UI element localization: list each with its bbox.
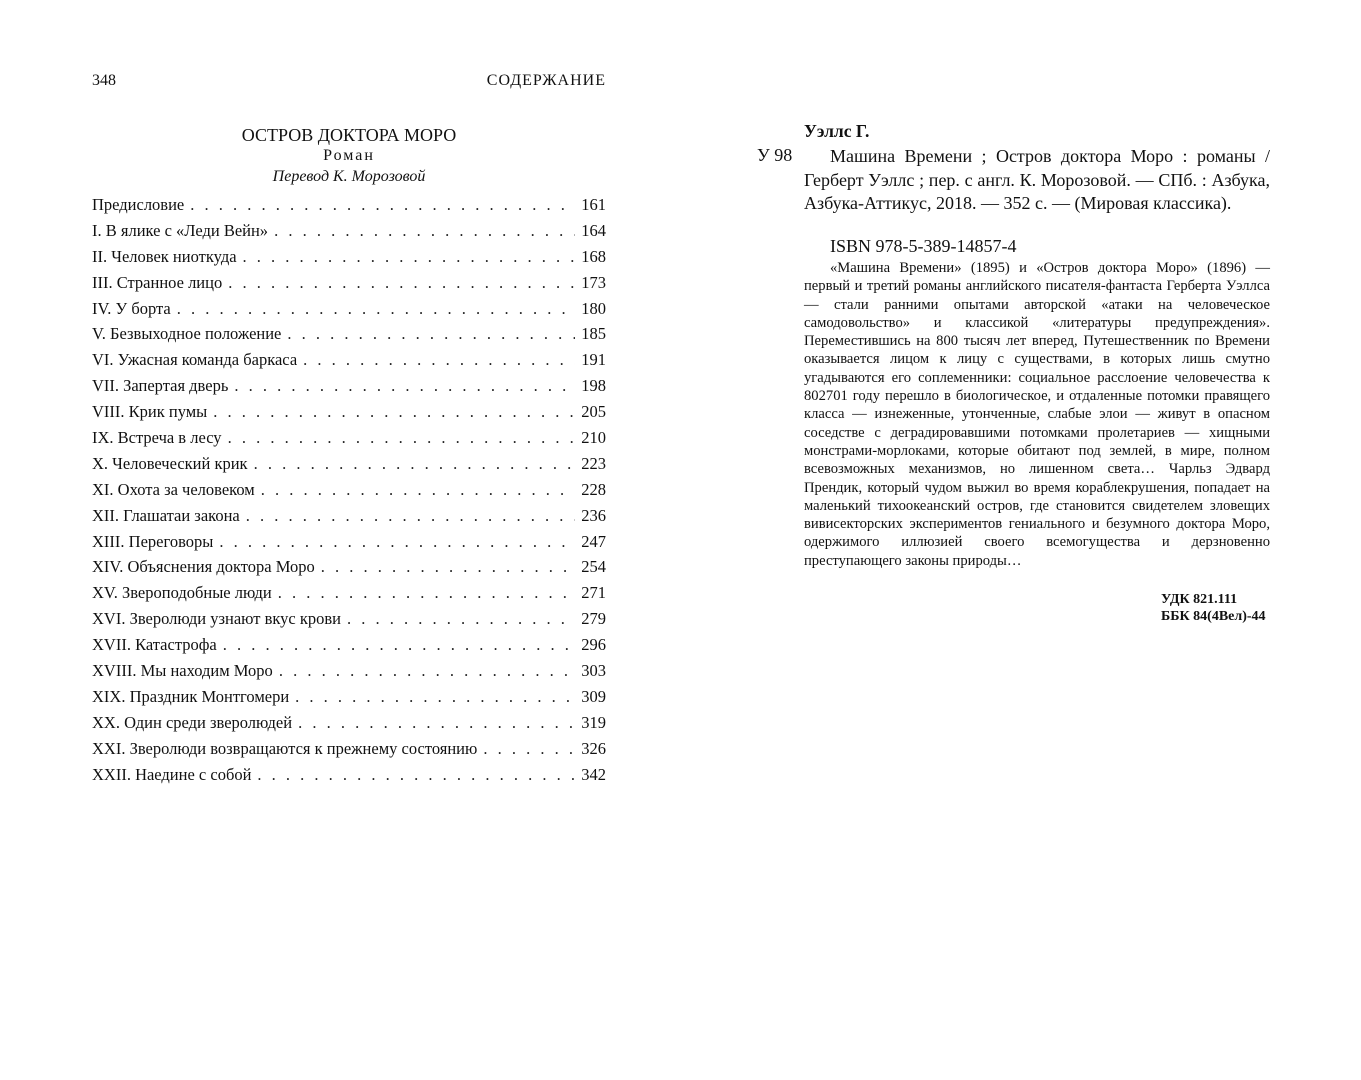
toc-entry [92, 270, 606, 296]
toc-leader-dots [228, 270, 575, 296]
toc-entry-page: 228 [581, 479, 606, 499]
book-abstract: «Машина Времени» (1895) и «Остров доктора Моро» (1896) — первый и третий романы английского писателя-фантаста Герберта Уэллса — стали ранними опытами авторской «атаки на человеческое самодовольство» и классикой «литературы предупреждения». Переместившись на 800 тысяч лет вперед, Путешественник по Времени оказывается лицом к лицу с существами, в которых лишь смутно угадываются его соплеменники: социальное расслоение человечества к 802701 году перешло в биологическое, и отдаленные потомки правящего класса — изнеженные, утонченные, слабые элои — живут в опасном соседстве с деградировавшими потомками пролетариев — хищными монстрами-морлоками, которые обитают под землей, в мире, полном всевозможных механизмов, но лишенном света… Чарльз Эдвард Прендик, который чудом выжил во время кораблекрушения, попадает на маленький тихоокеанский остров, где становится свидетелем зловещих вивисекторских экспериментов гениального и безумного доктора Моро, одержимого иллюзией своего всемогущества и дерзновенно преступающего законы природы… [804, 260, 1270, 569]
toc-entry [92, 554, 606, 580]
section-title: ОСТРОВ ДОКТОРА МОРО [241, 125, 457, 145]
toc-entry [92, 244, 606, 270]
toc-leader-dots [243, 244, 576, 270]
toc-leader-dots [287, 321, 575, 347]
toc-entry-page: 173 [581, 272, 606, 292]
toc-leader-dots [321, 554, 576, 580]
toc-entry [92, 296, 606, 322]
toc-entry-page: 319 [581, 712, 606, 732]
toc-entry-title: I. В ялике с «Леди Вейн» [92, 220, 269, 240]
toc-entry-page: 180 [581, 298, 606, 318]
toc-leader-dots [257, 762, 575, 788]
toc-entry [92, 321, 606, 347]
toc-leader-dots [274, 218, 575, 244]
toc-entry-title: XI. Охота за человеком [92, 479, 255, 499]
toc-leader-dots [177, 296, 575, 322]
toc-entry-page: 205 [581, 402, 606, 422]
classification-codes [1161, 591, 1266, 625]
toc-entry-title: XIX. Праздник Монтгомери [92, 686, 290, 706]
translator-credit: Перевод К. Морозовой [272, 168, 426, 185]
running-head-title: СОДЕРЖАНИЕ [486, 72, 606, 89]
toc-leader-dots [190, 192, 575, 218]
toc-entry-page: 236 [581, 505, 606, 525]
toc-entry [92, 762, 606, 788]
toc-entry [92, 425, 606, 451]
toc-entry-title: IV. У борта [92, 298, 171, 318]
toc-entry-title: VIII. Крик пумы [92, 402, 208, 422]
toc-entry-title: V. Безвыходное положение [92, 324, 282, 344]
toc-entry-page: 303 [581, 661, 606, 681]
toc-entry [92, 192, 606, 218]
toc-entry-title: II. Человек ниоткуда [92, 246, 237, 266]
toc-leader-dots [228, 425, 576, 451]
toc-entry [92, 373, 606, 399]
toc-entry [92, 658, 606, 684]
toc-leader-dots [219, 529, 575, 555]
toc-entry [92, 451, 606, 477]
toc-entry [92, 632, 606, 658]
toc-entry-page: 185 [581, 324, 606, 344]
toc-entry-page: 279 [581, 609, 606, 629]
toc-entry [92, 580, 606, 606]
bbk-code: ББК 84(4Вел)-44 [1161, 609, 1266, 624]
toc-leader-dots [246, 503, 576, 529]
toc-entry [92, 529, 606, 555]
toc-entry-title: X. Человеческий крик [92, 453, 248, 473]
page-number: 348 [92, 72, 116, 89]
toc-entry-title: VII. Запертая дверь [92, 376, 229, 396]
toc-entry-title: IX. Встреча в лесу [92, 428, 222, 448]
toc-entry [92, 710, 606, 736]
toc-leader-dots [347, 606, 575, 632]
toc-entry-page: 254 [581, 557, 606, 577]
toc-leader-dots [278, 580, 576, 606]
toc-entry-page: 309 [581, 686, 606, 706]
toc-entry-title: III. Странное лицо [92, 272, 223, 292]
toc-entry-page: 191 [581, 350, 606, 370]
toc-entry-title: XVII. Катастрофа [92, 635, 217, 655]
toc-entry [92, 477, 606, 503]
udk-code: УДК 821.111 [1161, 592, 1238, 607]
toc-entry-title: XXI. Зверолюди возвращаются к прежнему состоянию [92, 738, 478, 758]
toc-heading [92, 124, 606, 188]
toc-entry-title: XV. Звероподобные люди [92, 583, 272, 603]
toc-leader-dots [298, 710, 575, 736]
catalog-author: Уэллс Г. [804, 121, 870, 141]
toc-leader-dots [261, 477, 576, 503]
toc-entry [92, 736, 606, 762]
bibliographic-record: Машина Времени ; Остров доктора Моро : романы / Герберт Уэллс ; пер. с англ. К. Морозовой. — СПб. : Азбука, Азбука-Аттикус, 2018. — 352 с. — (Мировая классика). [804, 146, 1270, 213]
toc-entry-title: VI. Ужасная команда баркаса [92, 350, 298, 370]
toc-entry-page: 326 [581, 738, 606, 758]
toc-leader-dots [483, 736, 575, 762]
catalog-code: У 98 [757, 145, 793, 165]
toc-entry-title: XVI. Зверолюди узнают вкус крови [92, 609, 341, 629]
toc-entry-title: XXII. Наедине с собой [92, 764, 252, 784]
toc-entry [92, 606, 606, 632]
toc-entry-page: 296 [581, 635, 606, 655]
toc-entry [92, 347, 606, 373]
genre-label: Роман [323, 147, 375, 164]
toc-entry-page: 342 [581, 764, 606, 784]
toc-entry [92, 684, 606, 710]
toc-leader-dots [213, 399, 575, 425]
toc-leader-dots [279, 658, 575, 684]
toc-entry-title: XVIII. Мы находим Моро [92, 661, 273, 681]
toc-leader-dots [234, 373, 575, 399]
toc-entry-page: 223 [581, 453, 606, 473]
toc-leader-dots [223, 632, 576, 658]
toc-entry-page: 210 [581, 428, 606, 448]
toc-entry [92, 218, 606, 244]
toc-entry-title: XIII. Переговоры [92, 531, 214, 551]
toc-leader-dots [254, 451, 576, 477]
toc-entry-title: XII. Глашатаи закона [92, 505, 240, 525]
toc-entry-page: 198 [581, 376, 606, 396]
toc-entry-page: 168 [581, 246, 606, 266]
toc-list [92, 192, 606, 787]
toc-entry [92, 503, 606, 529]
toc-leader-dots [303, 347, 575, 373]
toc-leader-dots [295, 684, 575, 710]
toc-entry-page: 161 [581, 195, 606, 214]
toc-entry [92, 399, 606, 425]
toc-entry-title: XIV. Объяснения доктора Моро [92, 557, 315, 577]
toc-entry-page: 271 [581, 583, 606, 603]
toc-entry-page: 164 [581, 220, 606, 240]
toc-entry-page: 247 [581, 531, 606, 551]
isbn: ISBN 978-5-389-14857-4 [830, 236, 1017, 256]
toc-entry-title: Предисловие [92, 195, 185, 214]
toc-entry-title: XX. Один среди зверолюдей [92, 712, 293, 732]
running-head [92, 72, 606, 92]
